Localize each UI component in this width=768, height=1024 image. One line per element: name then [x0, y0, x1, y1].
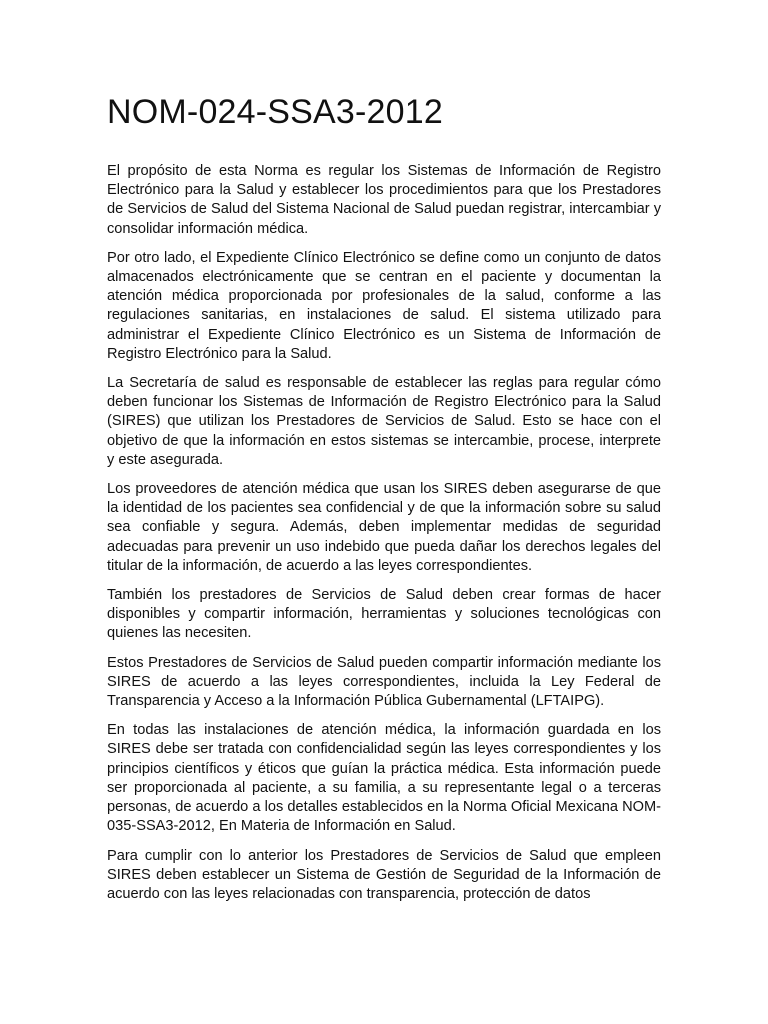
document-page: [107, 92, 661, 915]
paragraph-purpose: El propósito de esta Norma es regular los Sistemas de Información de Registro Electrónico para la Salud y establecer los procedimientos para que los Prestadores de Servicios de Salud del Sistema Nacional de Salud puedan registrar, intercambiar y consolidar información médica.: [107, 163, 661, 237]
paragraph-electronic-record: Por otro lado, el Expediente Clínico Electrónico se define como un conjunto de datos almacenados electrónicamente que se centran en el paciente y documentan la atención médica proporcionada por profesionales de la salud, conforme a las regulaciones sanitarias, en instalaciones de salud. El sistema utilizado para administrar el Expediente Clínico Electrónico es un Sistema de Información de Registro Electrónico para la Salud.: [107, 249, 661, 362]
paragraph-confidentiality: En todas las instalaciones de atención médica, la información guardada en los SIRES debe ser tratada con confidencialidad según las leyes correspondientes y los principios científicos y éticos que guían la práctica médica. Esta información puede ser proporcionada al paciente, a su familia, a su representante legal o a terceras personas, de acuerdo a los detalles establecidos en la Norma Oficial Mexicana NOM-035-SSA3-2012, En Materia de Información en Salud.: [107, 722, 661, 835]
paragraph-provider-obligations: Los proveedores de atención médica que usan los SIRES deben asegurarse de que la identidad de los pacientes sea confidencial y de que la información sobre su salud sea confiable y segura. Además, deben implementar medidas de seguridad adecuadas para prevenir un uso indebido que pueda dañar los derechos legales del titular de la información, de acuerdo a las leyes correspondientes.: [107, 481, 661, 574]
paragraph-sharing-laws: Estos Prestadores de Servicios de Salud pueden compartir información mediante los SIRES de acuerdo a las leyes correspondientes, incluida la Ley Federal de Transparencia y Acceso a la Información Pública Gubernamental (LFTAIPG).: [107, 654, 661, 710]
document-title: NOM-024-SSA3-2012: [107, 93, 443, 131]
paragraph-sharing-tools: También los prestadores de Servicios de Salud deben crear formas de hacer disponibles y compartir información, herramientas y soluciones tecnológicas con quienes las necesiten.: [107, 587, 661, 642]
paragraph-security-management: Para cumplir con lo anterior los Prestadores de Servicios de Salud que empleen SIRES deben establecer un Sistema de Gestión de Seguridad de la Información de acuerdo con las leyes relacionadas con transparencia, protección de datos: [107, 847, 661, 902]
paragraph-secretaria-rules: La Secretaría de salud es responsable de establecer las reglas para regular cómo deben funcionar los Sistemas de Información de Registro Electrónico para la Salud (SIRES) que utilizan los Prestadores de Servicios de Salud. Esto se hace con el objetivo de que la información en estos sistemas se intercambie, procese, interprete y este asegurada.: [107, 375, 661, 468]
